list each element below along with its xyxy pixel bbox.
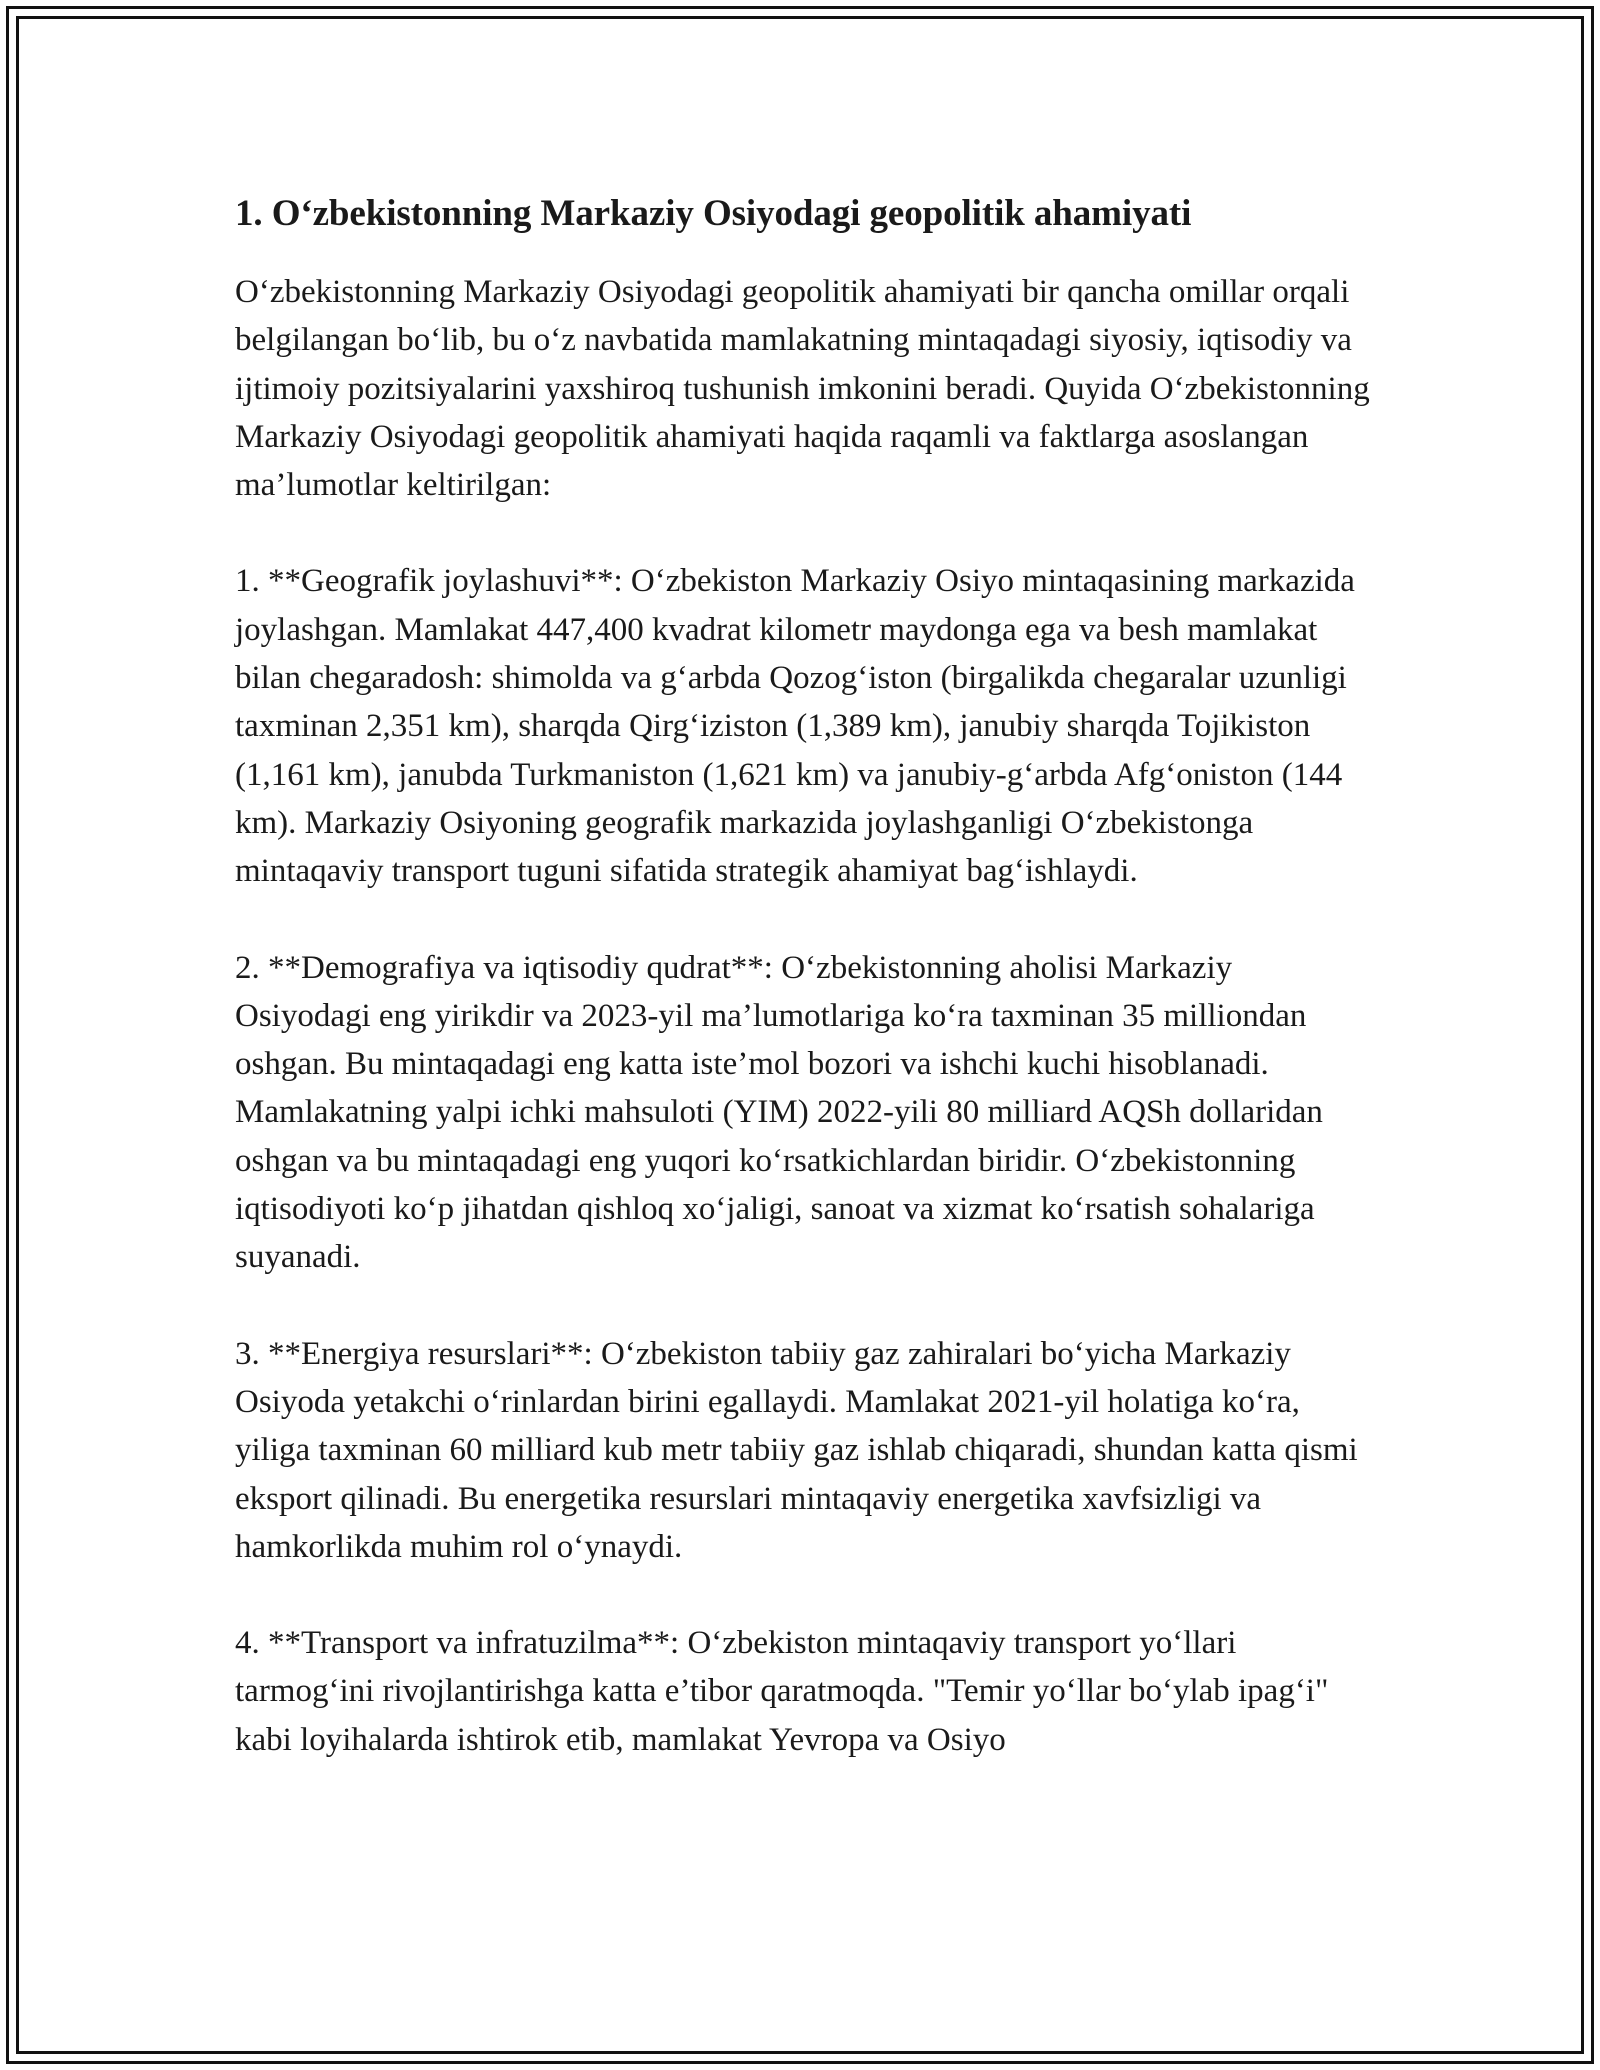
document-body bbox=[235, 188, 1375, 1812]
intro-paragraph: O‘zbekistonning Markaziy Osiyodagi geopolitik ahamiyati bir qancha omillar orqali belgilangan bo‘lib, bu o‘z navbatida mamlakatning mintaqadagi siyosiy, iqtisodiy va ijtimoiy pozitsiyalarini yaxshiroq tushunish imkonini beradi. Quyida O‘zbekistonning Markaziy Osiyodagi geopolitik ahamiyati haqida raqamli va faktlarga asoslangan ma’lumotlar keltirilgan: bbox=[235, 274, 1370, 504]
document-title: 1. O‘zbekistonning Markaziy Osiyodagi geopolitik ahamiyati bbox=[235, 193, 1192, 234]
paragraph-geography: 1. **Geografik joylashuvi**: O‘zbekiston Markaziy Osiyo mintaqasining markazida joylashgan. Mamlakat 447,400 kvadrat kilometr maydonga ega va besh mamlakat bilan chegaradosh: shimolda va g‘arbda Qozog‘iston (birgalikda chegaralar uzunligi taxminan 2,351 km), sharqda Qirg‘iziston (1,389 km), janubiy sharqda Tojikiston (1,161 km), janubda Turkmaniston (1,621 km) va janubiy-g‘arbda Afg‘oniston (144 km). Markaziy Osiyoning geografik markazida joylashganligi O‘zbekistonga mintaqaviy transport tuguni sifatida strategik ahamiyat bag‘ishlaydi. bbox=[235, 563, 1355, 890]
paragraph-energy: 3. **Energiya resurslari**: O‘zbekiston tabiiy gaz zahiralari bo‘yicha Markaziy Osiyoda yetakchi o‘rinlardan birini egallaydi. Mamlakat 2021-yil holatiga ko‘ra, yiliga taxminan 60 milliard kub metr tabiiy gaz ishlab chiqaradi, shundan katta qismi eksport qilinadi. Bu energetika resurslari mintaqaviy energetika xavfsizligi va hamkorlikda muhim rol o‘ynaydi. bbox=[235, 1335, 1358, 1565]
paragraph-demography: 2. **Demografiya va iqtisodiy qudrat**: O‘zbekistonning aholisi Markaziy Osiyodagi eng yirikdir va 2023-yil ma’lumotlariga ko‘ra taxminan 35 milliondan oshgan. Bu mintaqadagi eng katta iste’mol bozori va ishchi kuchi hisoblanadi. Mamlakatning yalpi ichki mahsuloti (YIM) 2022-yili 80 milliard AQSh dollaridan oshgan va bu mintaqadagi eng yuqori ko‘rsatkichlardan biridir. O‘zbekistonning iqtisodiyoti ko‘p jihatdan qishloq xo‘jaligi, sanoat va xizmat ko‘rsatish sohalariga suyanadi. bbox=[235, 949, 1323, 1276]
paragraph-transport: 4. **Transport va infratuzilma**: O‘zbekiston mintaqaviy transport yo‘llari tarmog‘ini rivojlantirishga katta e’tibor qaratmoqda. "Temir yo‘llar bo‘ylab ipag‘i" kabi loyihalarda ishtirok etib, mamlakat Yevropa va Osiyo bbox=[235, 1625, 1329, 1758]
